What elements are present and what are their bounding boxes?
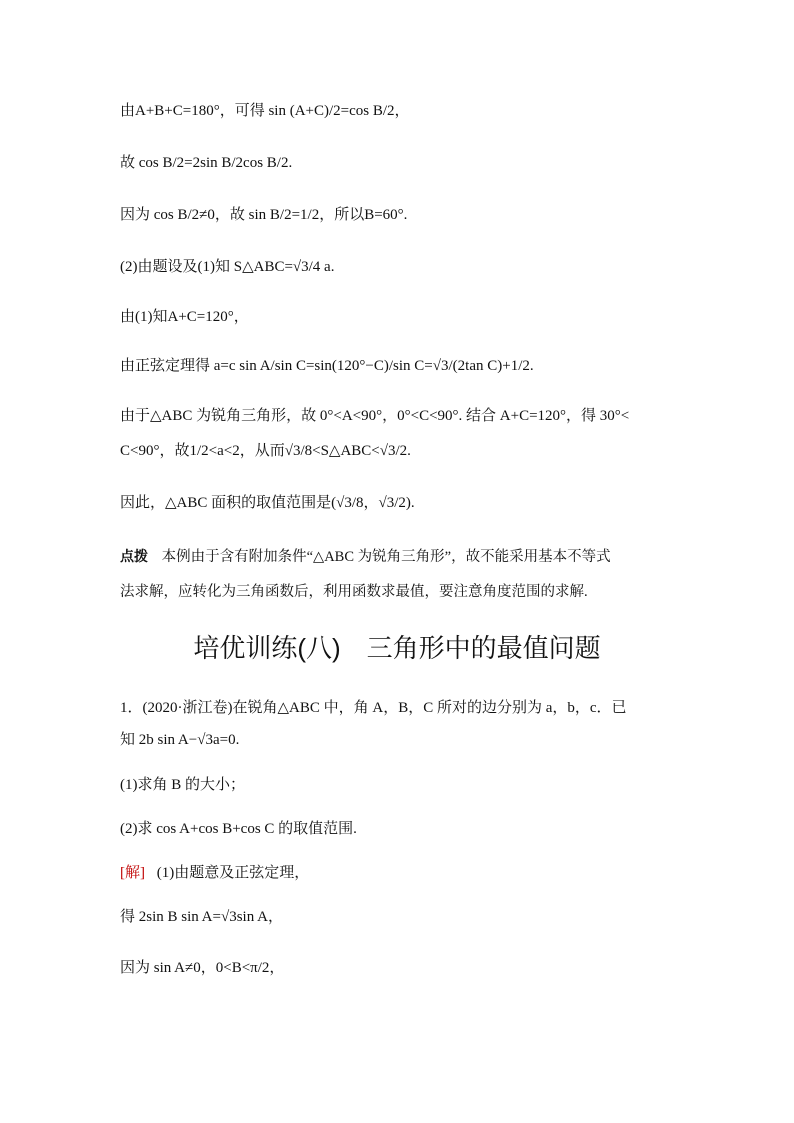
- derivation-line-1: 由A+B+C=180°，可得 sin (A+C)/2=cos B/2，: [120, 103, 410, 119]
- section-title: 培优训练(八) 三角形中的最值问题: [193, 633, 601, 663]
- problem-part-2: (2)求 cos A+cos B+cos C 的取值范围.: [120, 821, 357, 837]
- problem-line-1: 1．(2020·浙江卷)在锐角△ABC 中，角 A，B，C 所对的边分别为 a，b，c．已: [120, 700, 627, 716]
- derivation-line-5: 由(1)知A+C=120°，: [120, 309, 249, 325]
- derivation-line-3: 因为 cos B/2≠0，故 sin B/2=1/2，所以B=60°.: [120, 207, 408, 223]
- solution-line-3: 因为 sin A≠0，0<B<π/2，: [120, 960, 285, 976]
- solution-text-1: (1)由题意及正弦定理，: [156, 865, 310, 881]
- problem-line-2: 知 2b sin A−√3a=0.: [120, 732, 240, 748]
- note-line-2: 法求解，应转化为三角函数后，利用函数求最值，要注意角度范围的求解.: [120, 584, 588, 600]
- derivation-line-4: (2)由题设及(1)知 S△ABC=√3/4 a.: [120, 259, 335, 275]
- note-label: 点拨: [120, 548, 148, 564]
- derivation-line-6: 由正弦定理得 a=c sin A/sin C=sin(120°−C)/sin C=√3/(2tan C)+1/2.: [120, 358, 534, 374]
- solution-line-2: 得 2sin B sin A=√3sin A，: [120, 909, 283, 925]
- derivation-line-9: 因此，△ABC 面积的取值范围是(√3/8，√3/2).: [120, 495, 415, 511]
- derivation-line-8: C<90°，故1/2<a<2，从而√3/8<S△ABC<√3/2.: [120, 443, 411, 459]
- solution-label: [解]: [120, 865, 145, 881]
- note-line-1: [120, 545, 611, 568]
- note-text-1: 本例由于含有附加条件“△ABC 为锐角三角形”，故不能采用基本不等式: [161, 549, 611, 565]
- derivation-line-7: 由于△ABC 为锐角三角形，故 0°<A<90°，0°<C<90°. 结合 A+C=120°，得 30°<: [120, 408, 630, 424]
- problem-part-1: (1)求角 B 的大小；: [120, 777, 245, 793]
- solution-line-1: [120, 862, 309, 884]
- derivation-line-2: 故 cos B/2=2sin B/2cos B/2.: [120, 155, 293, 171]
